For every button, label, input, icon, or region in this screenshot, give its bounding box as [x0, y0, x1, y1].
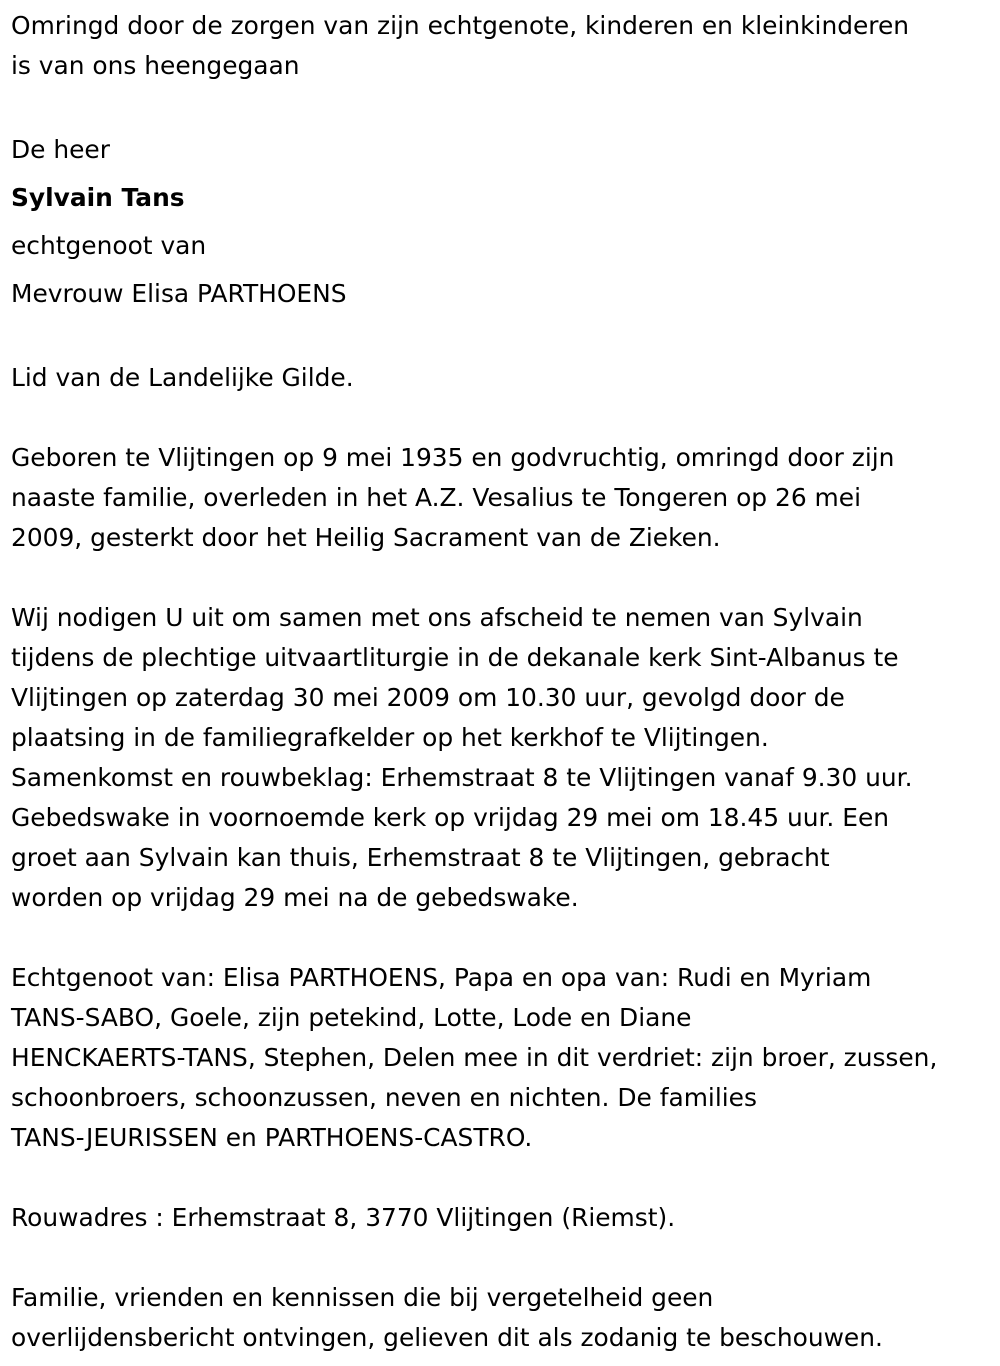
family-line: schoonbroers, schoonzussen, neven en nichten. De families — [11, 1083, 757, 1112]
ceremony-line: tijdens de plechtige uitvaartliturgie in de dekanale kerk Sint-Albanus te — [11, 643, 899, 672]
address-paragraph — [11, 1198, 1000, 1238]
ceremony-line: Gebedswake in voornoemde kerk op vrijdag 29 mei om 18.45 uur. Een — [11, 803, 890, 832]
membership-paragraph — [11, 358, 1000, 398]
closing-line: Familie, vrienden en kennissen die bij vergetelheid geen — [11, 1283, 714, 1312]
intro-line: is van ons heengegaan — [11, 51, 300, 80]
intro-paragraph — [11, 6, 1000, 86]
ceremony-line: Samenkomst en rouwbeklag: Erhemstraat 8 te Vlijtingen vanaf 9.30 uur. — [11, 763, 913, 792]
ceremony-line: Wij nodigen U uit om samen met ons afscheid te nemen van Sylvain — [11, 603, 863, 632]
family-line: TANS-JEURISSEN en PARTHOENS-CASTRO. — [11, 1123, 533, 1152]
ceremony-line: groet aan Sylvain kan thuis, Erhemstraat 8 te Vlijtingen, gebracht — [11, 843, 830, 872]
ceremony-paragraph — [11, 598, 1000, 918]
family-line: Echtgenoot van: Elisa PARTHOENS, Papa en opa van: Rudi en Myriam — [11, 963, 872, 992]
intro-line: Omringd door de zorgen van zijn echtgenote, kinderen en kleinkinderen — [11, 11, 910, 40]
paragraph-gap — [11, 1238, 1000, 1278]
spouse-name: Mevrouw Elisa PARTHOENS — [11, 279, 347, 308]
paragraph-gap — [11, 86, 1000, 126]
birth-death-line: naaste familie, overleden in het A.Z. Vesalius te Tongeren op 26 mei — [11, 483, 861, 512]
deceased-name: Sylvain Tans — [11, 183, 185, 212]
closing-line: overlijdensbericht ontvingen, gelieven dit als zodanig te beschouwen. — [11, 1323, 883, 1352]
closing-paragraph — [11, 1278, 1000, 1358]
relation-label: echtgenoot van — [11, 231, 207, 260]
ceremony-line: worden op vrijdag 29 mei na de gebedswake. — [11, 883, 579, 912]
address-line: Rouwadres : Erhemstraat 8, 3770 Vlijtingen (Riemst). — [11, 1203, 676, 1232]
ceremony-line: plaatsing in de familiegrafkelder op het kerkhof te Vlijtingen. — [11, 723, 769, 752]
salutation: De heer — [11, 135, 110, 164]
ceremony-line: Vlijtingen op zaterdag 30 mei 2009 om 10.30 uur, gevolgd door de — [11, 683, 845, 712]
birth-death-line: 2009, gesterkt door het Heilig Sacrament van de Zieken. — [11, 523, 721, 552]
paragraph-gap — [11, 398, 1000, 438]
family-line: HENCKAERTS-TANS, Stephen, Delen mee in dit verdriet: zijn broer, zussen, — [11, 1043, 938, 1072]
membership-line: Lid van de Landelijke Gilde. — [11, 363, 354, 392]
paragraph-gap — [11, 1158, 1000, 1198]
birth-death-line: Geboren te Vlijtingen op 9 mei 1935 en godvruchtig, omringd door zijn — [11, 443, 895, 472]
deceased-header — [11, 126, 1000, 318]
birth-death-paragraph — [11, 438, 1000, 558]
paragraph-gap — [11, 918, 1000, 958]
family-paragraph — [11, 958, 1000, 1158]
paragraph-gap — [11, 318, 1000, 358]
paragraph-gap — [11, 558, 1000, 598]
family-line: TANS-SABO, Goele, zijn petekind, Lotte, Lode en Diane — [11, 1003, 692, 1032]
